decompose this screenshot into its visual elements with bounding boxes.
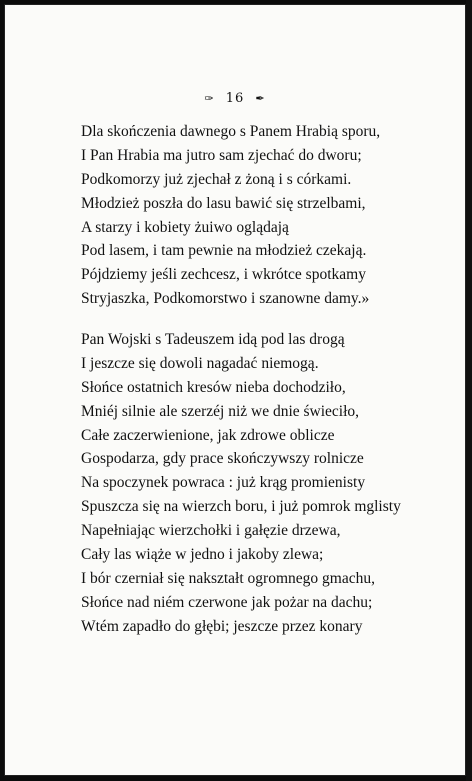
- verse-line: Spuszcza się na wierzch boru, i już pomrok mglisty: [81, 498, 401, 516]
- verse-line: Mniéj silnie ale szerzéj niż we dnie świeciło,: [81, 402, 360, 420]
- verse-line: Wtém zapadło do głębi; jeszcze przez konary: [81, 617, 363, 635]
- ornament-right-icon: ✒: [255, 92, 266, 105]
- verse-line: Gospodarza, gdy prace skończywszy rolnicze: [81, 450, 364, 468]
- verse-line: Pod lasem, i tam pewnie na młodzież czekają.: [81, 242, 367, 260]
- verse-line: Dla skończenia dawnego s Panem Hrabią sporu,: [81, 123, 381, 140]
- stanza-2: [81, 328, 461, 639]
- verse-line: Napełniając wierzchołki i gałęzie drzewa,: [81, 522, 341, 540]
- verse-line: I bór czerniał się nakształt ogromnego gmachu,: [81, 569, 375, 587]
- page-number: 16: [225, 91, 245, 106]
- page-header: [5, 91, 465, 106]
- verse-line: A starzy i kobiety żuiwo oglądają: [81, 218, 289, 236]
- verse-line: I Pan Hrabia ma jutro sam zjechać do dworu;: [81, 146, 362, 164]
- verse-line: Na spoczynek powraca : już krąg promienisty: [81, 474, 366, 492]
- verse-line: Słońce nad niém czerwone jak pożar na dachu;: [81, 593, 373, 611]
- book-page: [4, 4, 466, 776]
- stanza-1: [81, 120, 461, 311]
- verse-line: Słońce ostatnich kresów nieba dochodziło,: [81, 378, 346, 396]
- verse-line: Stryjaszka, Podkomorstwo i szanowne damy.»: [81, 290, 370, 308]
- verse-line: Pójdziemy jeśli zechcesz, i wkrótce spotkamy: [81, 266, 366, 284]
- ornament-left-icon: ✑: [204, 92, 215, 105]
- scan-edge: [466, 0, 472, 781]
- verse-line: Podkomorzy już zjechał z żoną i s córkami.: [81, 170, 352, 188]
- verse-line: Pan Wojski s Tadeuszem idą pod las drogą: [81, 331, 345, 348]
- verse-line: Młodzież poszła do lasu bawić się strzelbami,: [81, 194, 366, 212]
- verse-line: Cały las wiąże w jedno i jakoby zlewa;: [81, 546, 324, 564]
- verse-line: I jeszcze się dowoli nagadać niemogą.: [81, 354, 319, 372]
- verse-line: Całe zaczerwienione, jak zdrowe oblicze: [81, 426, 335, 444]
